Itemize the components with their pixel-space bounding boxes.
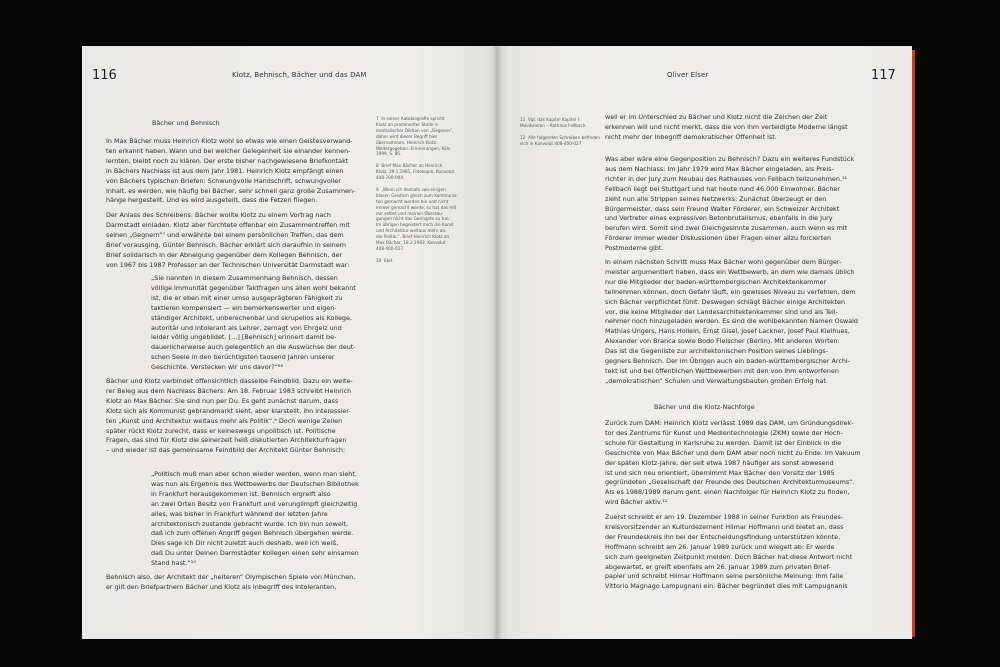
body-paragraph: In Max Bächer muss Heinrich Klotz wohl so etwas wie einen Geistesverwand- ten erkannt haben. Wann und bei welcher Gelegenheit sie einander kennen- lernten, bleibt noch zu klären. Der erste bisher nachgewiesene Briefkontakt in Bächers Nachlass ist aus dem Jahr 1981. Heinrich Klotz empfängt einen von Bächers typischen Briefen: Schwungvolle Handschrift, schwungvoller Inhalt, es werden, wie häufig bei Bächer, sehr schnell ganz große Zusammen- hänge hergestellt. Und es wird ausgeteilt, dass die Fetzen fliegen. (106, 137, 356, 205)
book-gutter (492, 46, 502, 639)
body-paragraph: Der Anlass des Schreibens: Bächer wollte Klotz zu einem Vortrag nach Darmstadt einladen. Klotz aber fürchtete offenbar ein Zusammentreffen mit seinen „Gegnern“⁷ und erwähnte bei einem persönlichen Treffen, das dem Brief vorausging, Günter Behnisch. Bächer erklärt sich daraufhin in seinem Brief solidarisch in der Abneigung gegenüber dem Kollegen Behnisch, der von 1967 bis 1987 Professor an der Technischen Universität Darmstadt war: (106, 211, 350, 269)
body-paragraph: Behnisch also, der Architekt der „heiteren“ Olympischen Spiele von München, er gilt den Briefpartnern Bächer und Klotz als Inbegriff des Intoleranten, (106, 573, 356, 591)
body-paragraph: Zurück zum DAM: Heinrich Klotz verlässt 1989 das DAM, um Gründungsdirek- tor des Zentrums für Kunst und Medientechnologie (ZKM) sowie der Hoch- schule für Gestaltung in Karlsruhe zu werden. Damit ist der Einblick in die Geschichte von Max Bächer und dem DAM aber noch nicht zu Ende. Im Vakuum der späten Klotz-Jahre, der seit etwa 1987 häufiger als sonst abwesend ist und sich neu orientiert, übernimmt Max Bächer den Vorsitz der 1985 gegründeten „Gesellschaft der Freunde des Deutschen Architekturmuseums“. Als es 1988/1989 darum geht, einen Nachfolger für Heinrich Klotz zu finden, wird Bächer aktiv.¹² (605, 419, 861, 507)
body-paragraph: weil er im Unterschied zu Bächer und Klotz nicht die Zeichen der Zeit erkennen will und nicht merkt, dass die von ihm verteidigte Moderne längst nicht mehr der Inbegriff demokratischer Offenheit ist. (605, 113, 848, 141)
block-quote: „Sie nannten in diesem Zusammenhang Behnisch, dessen völlige Immunität gegenüber Taktfragen uns allen wohl bekannt ist, die er eben mit einer umso ausgeprägteren Fähigkeit zu taktieren kompensiert — ein bemerkenswerter und eigen- ständiger Architekt, unberechenbar und skrupellos als Kollege, autoritär und intolerant als Lehrer, zernagt von Ehrgeiz und leider völlig ungebildet. […] [Behnisch] erinnert damit be- dauerlicherweise auch gelegentlich an die Auswüchse der deut- schen Seele in den berüchtigsten tausend Jahren unserer Geschichte. Verstecken wir uns davor?“⁸⁹ (151, 274, 356, 372)
page-number: 116 (92, 68, 117, 83)
page-number: 117 (871, 68, 896, 83)
section-heading: Bächer und die Klotz-Nachfolge (654, 403, 755, 411)
body-paragraph: Zuerst schreibt er am 19. Dezember 1988 in seiner Funktion als Freundes- kreisvorsitzender an Kulturdezernent Hilmar Hoffmann und bietet an, dass der Freundeskreis ihn bei der Entscheidungsfindung unterstützen könnte. Hoffmann schreibt am 26. Januar 1989 zurück und wiegelt ab: Er werde sich zum geeigneten Zeitpunkt melden. Doch Bächer hat diese Antwort nicht abgewartet, er greift ebenfalls am 26. Januar 1989 zum privaten Brief- papier und schreibt Hilmar Hoffmann seine persönliche Meinung: Ihm falle Vittorio Magnago Lampugnani ein. Bächer begründet dies mit Lampugnanis (605, 513, 853, 591)
body-paragraph: Bächer und Klotz verbindet offensichtlich dasselbe Feindbild. Dazu ein weite- rer Beleg aus dem Nachlass Bächers: Am 18. Februar 1983 schreibt Heinrich Klotz an Max Bächer. Sie sind nun per Du. Es geht zunächst darum, dass Klotz sich als Kommunist gebrandmarkt sieht, aber klarstellt, ihn interessier- ten „Kunst und Architektur weitaus mehr als Politik“.⁹ Doch wenige Zeilen später rückt Klotz zurecht, dass er keineswegs unpolitisch ist. Politische Fragen, das sind für Klotz die seinerzeit heiß diskutierten Architekturfragen – und wieder ist das gemeinsame Feindbild der Architekt Günter Behnisch: (106, 377, 353, 455)
footnotes: 11 Vgl. das Kapitel Kapitel I: Meinbrieren – Rathaus Fellbach. 12 Alle folgenden Schreiben befinden sich in Konvolut 408-400-027. (520, 117, 601, 146)
right-page (497, 46, 912, 639)
section-heading: Bächer und Behnisch (152, 119, 220, 127)
open-book (82, 46, 916, 639)
body-paragraph: Was aber wäre eine Gegenposition zu Behnisch? Dazu ein weiteres Fundstück aus dem Nachlass: Im Jahr 1979 wird Max Bächer eingeladen, als Preis- richter in der Jury zum Neubau des Rathauses von Fellbach teilzunehmen.¹¹ Fellbach liegt bei Stuttgart und hat heute rund 46.000 Einwohner. Bächer zieht nun alle Strippen seines Netzwerks: Zunächst überzeugt er den Bürgermeister, dass sein Freund Walter Förderer, ein Schweizer Architekt und Vertreter eines expressiven Betonbrutalismus, ebenfalls in die Jury berufen wird. Somit sind zwei Gleichgesinnte zusammen, auch wenn es mit Förderer immer wieder Diskussionen über Fragen einer allzu forcierten Postmoderne gibt. (605, 155, 855, 253)
running-head: Oliver Elser (667, 71, 709, 79)
left-page (82, 46, 497, 639)
running-head: Klotz, Behnisch, Bächer und das DAM (232, 71, 367, 79)
body-paragraph: In einem nächsten Schritt muss Max Bächer wohl gegenüber dem Bürger- meister argumentiert haben, dass ein Wettbewerb, an dem wie damals üblich nur die Mitglieder der baden-württembergischen Architektenkammer teilnehmen können, doch Gefahr läuft, ein gewisses Niveau zu verfehlen, dem sich Bächer verpflichtet fühlt. Deswegen schlägt Bächer einige Architekten vor, die keine Mitglieder der Landesarchitektenkammer sind und als Teil- nehmer noch hinzugeladen werden. Es sind die wohlbekannten Namen Oswald Mathias Ungers, Hans Hollein, Ernst Gisel, Josef Lackner, Josef Paul Kleihues, Alexander von Branca sowie Bodo Fleischer (Berlin). Mit anderen Worten: Das ist die Gegenliste zur architektonischen Position seines Lieblings- gegners Behnisch. Der im Übrigen auch ein baden-württembergischer Archi- tekt ist und bei öffentlichen Wettbewerben mit den von ihm entworfenen „demokratischen“ Schulen und Verwaltungsbauten großen Erfolg hat. (605, 258, 858, 385)
footnotes: 7 In seiner Autobiografie spricht Klotz an prominenter Stelle in martialischer Diktion von „Gegnern“, daher wird dieser Begriff hier übernommen. Heinrich Klotz: Weltergegeben. Erinnerungen, Köln 1999, S. 86. 8 Brief Max Bächer an Heinrich Klotz, 29.1.1981, Fotokopie, Konvolut 408-700-004. 9 „Wenn ich deshalb von einigen blasen Geistern gleich zum Kommunis- ten gemacht werden bin und nicht immer gemacht werde, so hat das mit mir selbst und meinen Überzeu- gungen nicht das Geringste zu tun. Im übrigen begeistert mich die Kunst und Architektur weitaus mehr als die Politik.“, Brief Heinrich Klotz an Max Bächer, 18.2.1983, Konvolut 408-400-027. 10 Ebd. (376, 116, 458, 263)
page-edge (912, 50, 915, 637)
block-quote: „Politisch muß man aber schon wieder werden, wenn man sieht, was nun als Ergebnis des Wettbewerbs der Deutschen Bibliothek in Frankfurt herausgekommen ist. Behnisch ergreift also an zwei Orten Besitz von Frankfurt und verunglimpft gleichzeitig alles, was bisher in Frankfurt während der letzten Jahre architektonisch zustande gebracht wurde. Ich bin nun soweit, daß ich zum offenen Angriff gegen Behnisch übergehen werde. Dies sage ich Dir nicht zuletzt auch deshalb, weil ich weiß, daß Du unter Deinen Darmstädter Kollegen einen sehr einsamen Stand hast.“¹⁰ (151, 470, 359, 568)
